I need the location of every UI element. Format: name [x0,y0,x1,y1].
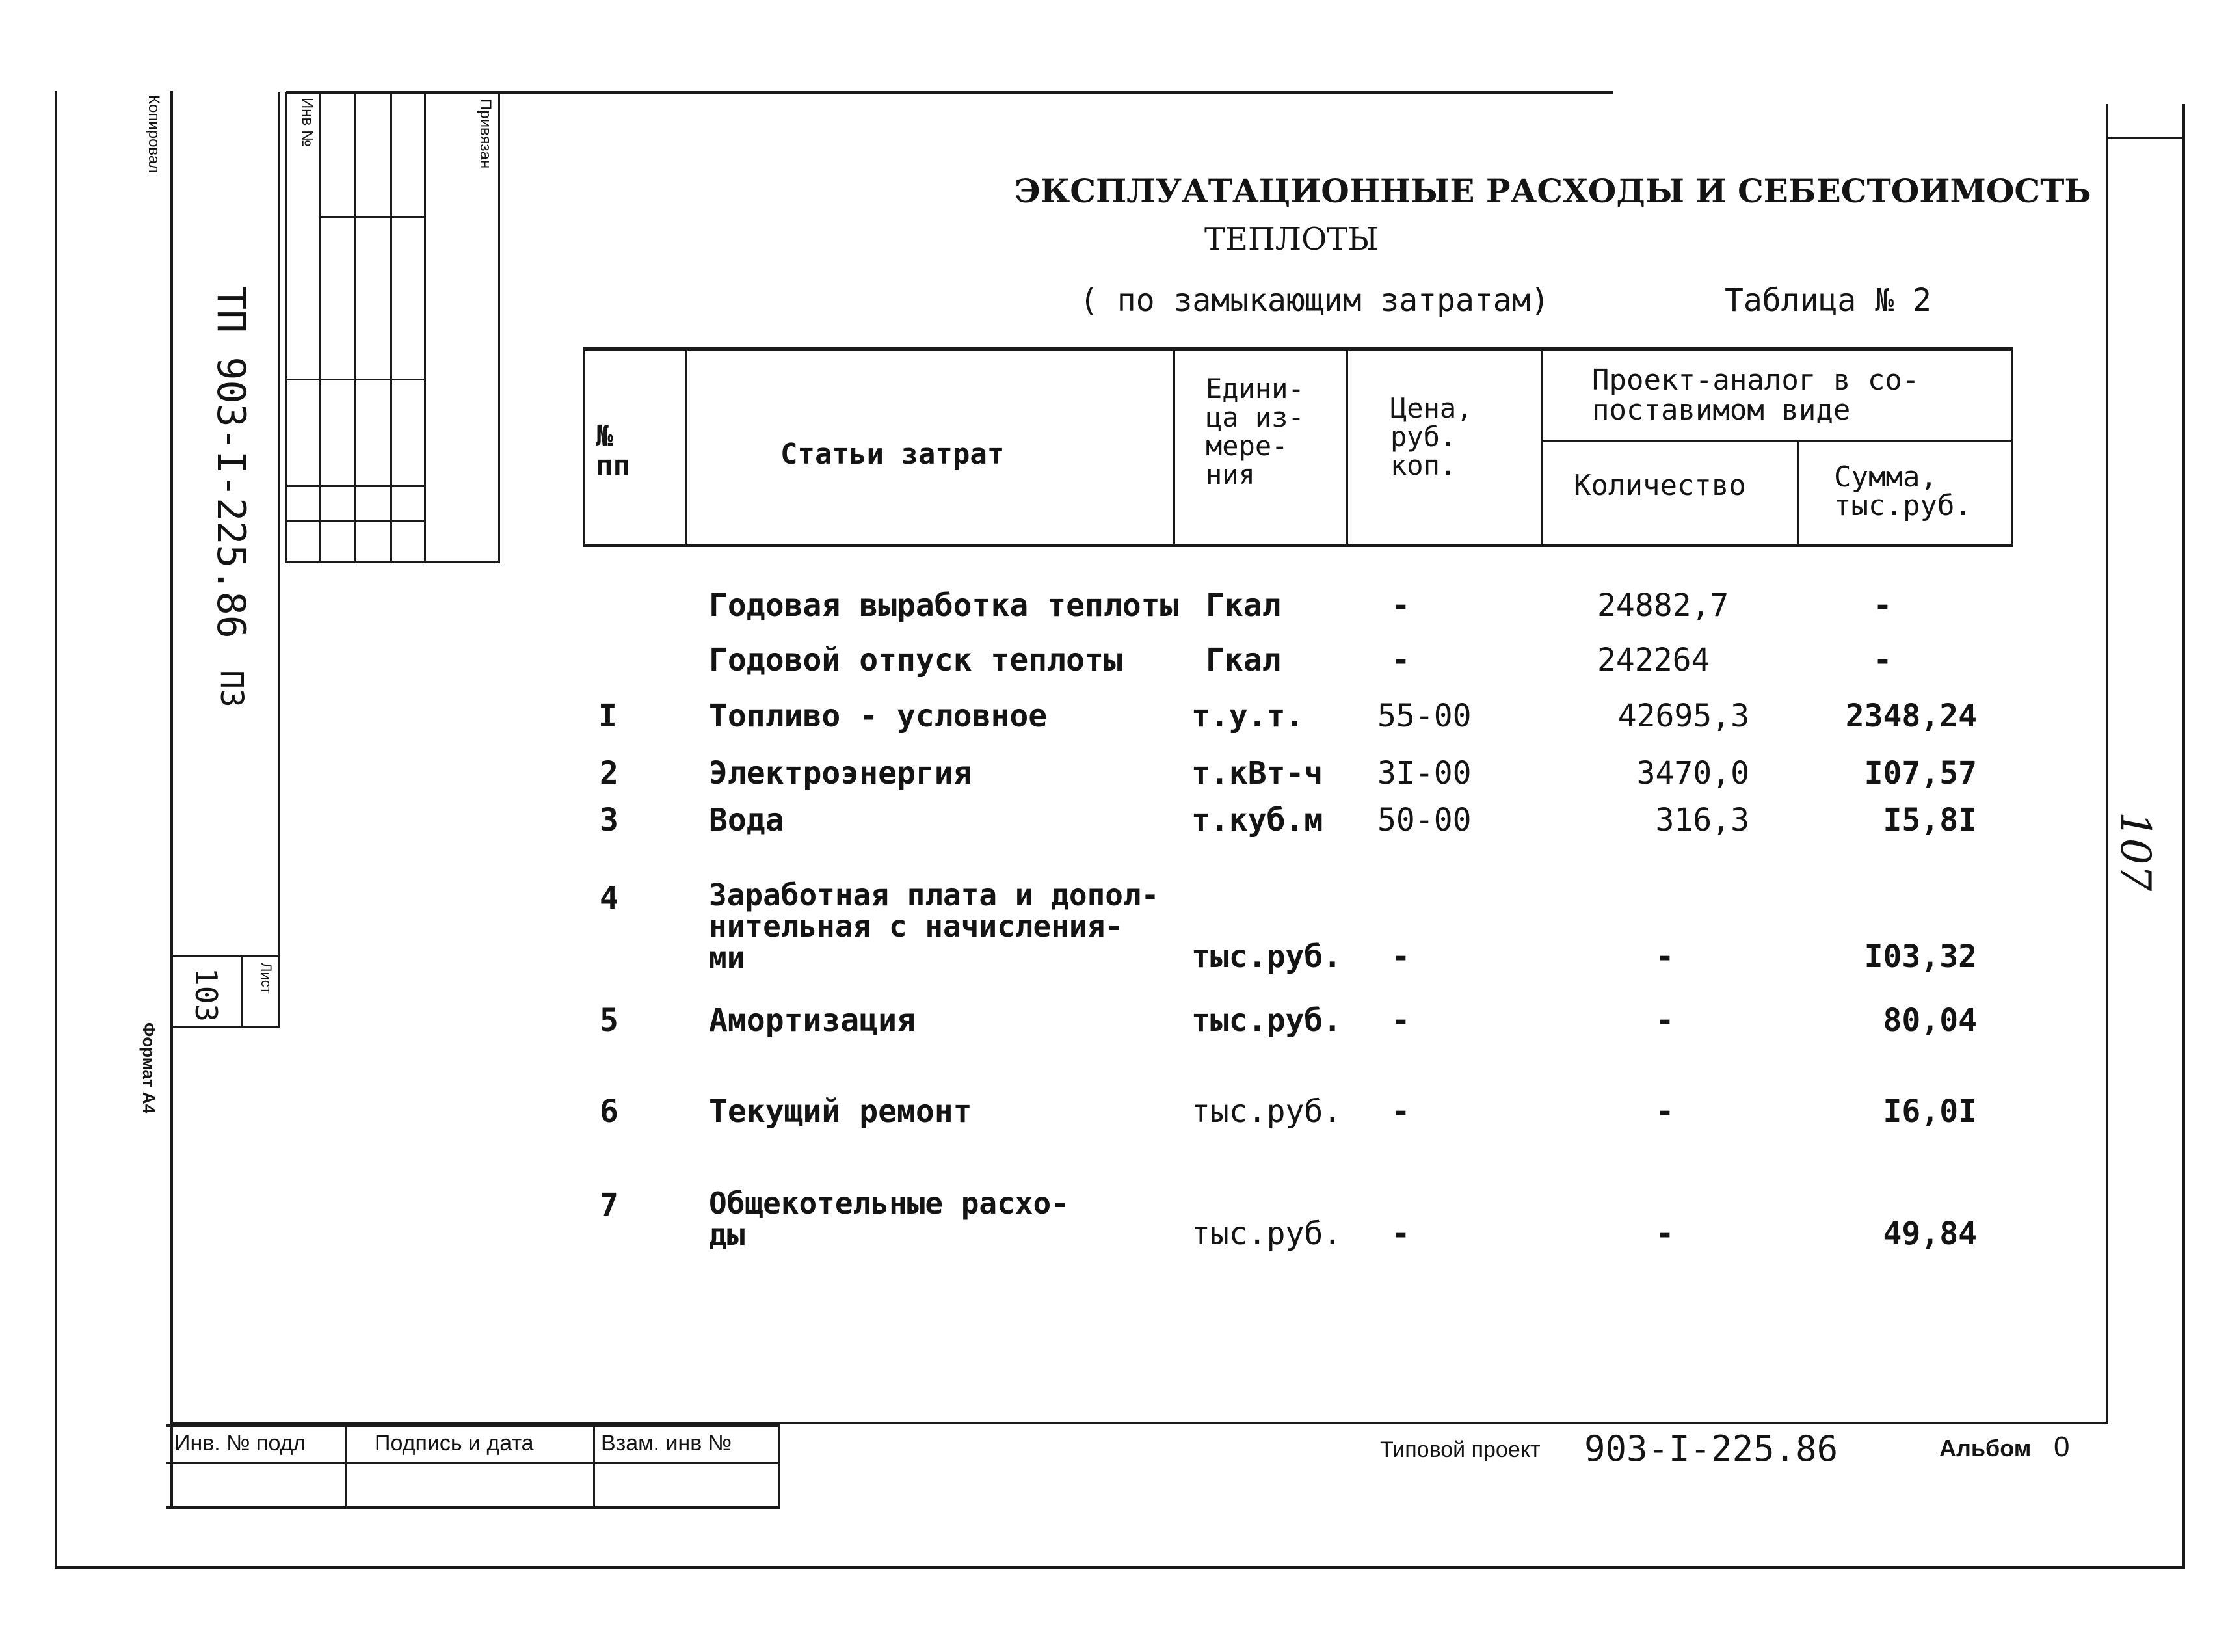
frame-top [286,91,1613,94]
header-items: Статьи затрат [780,438,1005,471]
header-analog: Проект-аналог в со- поставимом виде [1592,364,1920,427]
stamp-row-1 [319,216,425,218]
sheetbox-bottom [170,1026,280,1028]
row-sum: 2348,24 [1845,698,1977,734]
frame-right-inner [2106,104,2108,1424]
sheetbox-right [278,92,280,1028]
row-sum: I03,32 [1864,939,1977,975]
row-name: Заработная плата и допол- нительная с начисления- ми [709,877,1160,975]
row-sum: - [1873,587,1892,624]
table-label: Таблица № 2 [1725,282,1931,319]
row-quantity: 242264 [1597,642,1710,678]
inv-podl-label: Инв. № подл [174,1431,306,1456]
row-num: 2 [600,755,618,792]
header-num: № пп [596,420,630,483]
table-subheader-line [1541,440,2013,442]
row-price: - [1391,1093,1411,1130]
stamp-col-a [285,92,287,563]
stamp-row-4 [285,520,425,522]
frame-bottom-outer [55,1566,2185,1569]
row-price: - [1391,1216,1411,1252]
tb-col-a [345,1424,347,1509]
tb-mid [166,1462,780,1464]
row-num: 5 [600,1002,618,1039]
table-col-left [583,347,585,546]
row-price: - [1391,642,1411,678]
frame-corner-line [2107,137,2185,139]
frame-right-outer [2182,104,2185,1569]
row-unit: тыс.руб. [1191,1002,1342,1039]
stamp-row-2 [285,379,425,380]
stamp-col-e [424,92,426,563]
row-num: 7 [600,1187,618,1223]
row-quantity: 316,3 [1655,802,1749,838]
header-unit: Едини- ца из- мере- ния [1206,373,1305,490]
table-top-border [583,347,2013,351]
doc-code-vertical: ТП 903-I-225.86 [208,286,254,639]
row-name: Вода [709,802,784,838]
row-price: - [1391,1002,1411,1039]
row-unit: т.куб.м [1191,802,1323,838]
header-sum: Сумма, тыс.руб. [1834,460,1972,522]
sheet-label-vertical: Лист [258,963,274,994]
row-quantity: - [1655,939,1675,975]
privyazan-vertical: Привязан [477,99,494,169]
row-price: - [1391,587,1411,624]
row-price: 50-00 [1377,802,1472,838]
table-col-2 [1173,347,1175,546]
row-sum: 80,04 [1883,1002,1977,1039]
table-col-3 [1346,347,1348,546]
format-label: Формат А4 [139,1022,159,1114]
row-price: 55-00 [1377,698,1472,734]
sheet-number-vertical: 103 [189,968,224,1022]
row-sum: - [1873,642,1892,678]
row-quantity: 3470,0 [1636,755,1749,792]
row-unit: т.кВт-ч [1191,755,1323,792]
row-name: Топливо - условное [709,698,1048,734]
tb-col-b [593,1424,595,1509]
row-unit: тыс.руб. [1191,1093,1342,1130]
row-name: Годовой отпуск теплоты [709,642,1122,678]
stamp-col-f [498,92,500,563]
row-name: Общекотельные расхо- ды [709,1186,1069,1252]
row-name: Амортизация [709,1002,916,1039]
table-col-right [2011,347,2013,546]
album-value: 0 [2054,1431,2070,1463]
row-sum: 49,84 [1883,1216,1977,1252]
row-name: Электроэнергия [709,755,972,792]
row-unit: тыс.руб. [1191,1216,1342,1252]
row-num: 6 [600,1093,618,1130]
row-quantity: - [1655,1002,1675,1039]
table-col-1 [685,347,687,546]
inv-no-vertical: Инв № [298,98,316,147]
header-quantity: Количество [1574,469,1746,502]
frame-left-inner [170,91,173,1509]
section-vertical: ПЗ [213,670,250,708]
sheetbox-top [170,955,280,957]
row-num: 4 [600,880,618,916]
page-title-line1: ЭКСПЛУАТАЦИОННЫЕ РАСХОДЫ И СЕБЕСТОИМОСТЬ [1015,172,2091,210]
signature-date-label: Подпись и дата [375,1431,534,1456]
row-sum: I6,0I [1883,1093,1977,1130]
row-price: 3I-00 [1377,755,1472,792]
page-title-line2: ТЕПЛОТЫ [1204,221,1379,258]
table-col-4 [1541,347,1543,546]
frame-left-outer [55,91,57,1569]
tb-bottom [166,1506,780,1509]
row-name: Годовая выработка теплоты [709,587,1179,624]
stamp-col-d [390,92,392,563]
row-num: I [598,698,617,734]
row-quantity: - [1655,1216,1675,1252]
row-unit: Гкал [1206,587,1281,624]
header-price: Цена, руб. коп. [1390,392,1473,481]
table-col-5 [1797,441,1799,546]
stamp-row-3 [285,485,425,487]
tb-col-c [778,1424,780,1509]
stamp-col-c [354,92,356,563]
album-label: Альбом [1939,1435,2032,1461]
row-sum: I5,8I [1883,802,1977,838]
row-quantity: 42695,3 [1617,698,1749,734]
row-quantity: 24882,7 [1597,587,1729,624]
row-sum: I07,57 [1864,755,1977,792]
row-price: - [1391,939,1411,975]
stamp-bottom [285,561,499,563]
row-unit: тыс.руб. [1191,939,1342,975]
sheetbox-mid [241,955,243,1028]
page-subtitle: ( по замыкающим затратам) [1080,282,1550,319]
row-unit: т.у.т. [1191,698,1305,734]
kopiroval-label: Копировал [145,95,163,174]
row-quantity: - [1655,1093,1675,1130]
typical-project-number: 903-I-225.86 [1584,1428,1838,1469]
vzam-inv-label: Взам. инв № [601,1431,732,1456]
typical-project-label: Типовой проект [1380,1437,1541,1462]
stamp-col-b [319,92,321,563]
row-num: 3 [600,802,618,838]
row-name: Текущий ремонт [709,1093,972,1130]
tb-top [166,1424,780,1427]
page-side-number: 107 [2111,812,2159,892]
row-unit: Гкал [1206,642,1281,678]
